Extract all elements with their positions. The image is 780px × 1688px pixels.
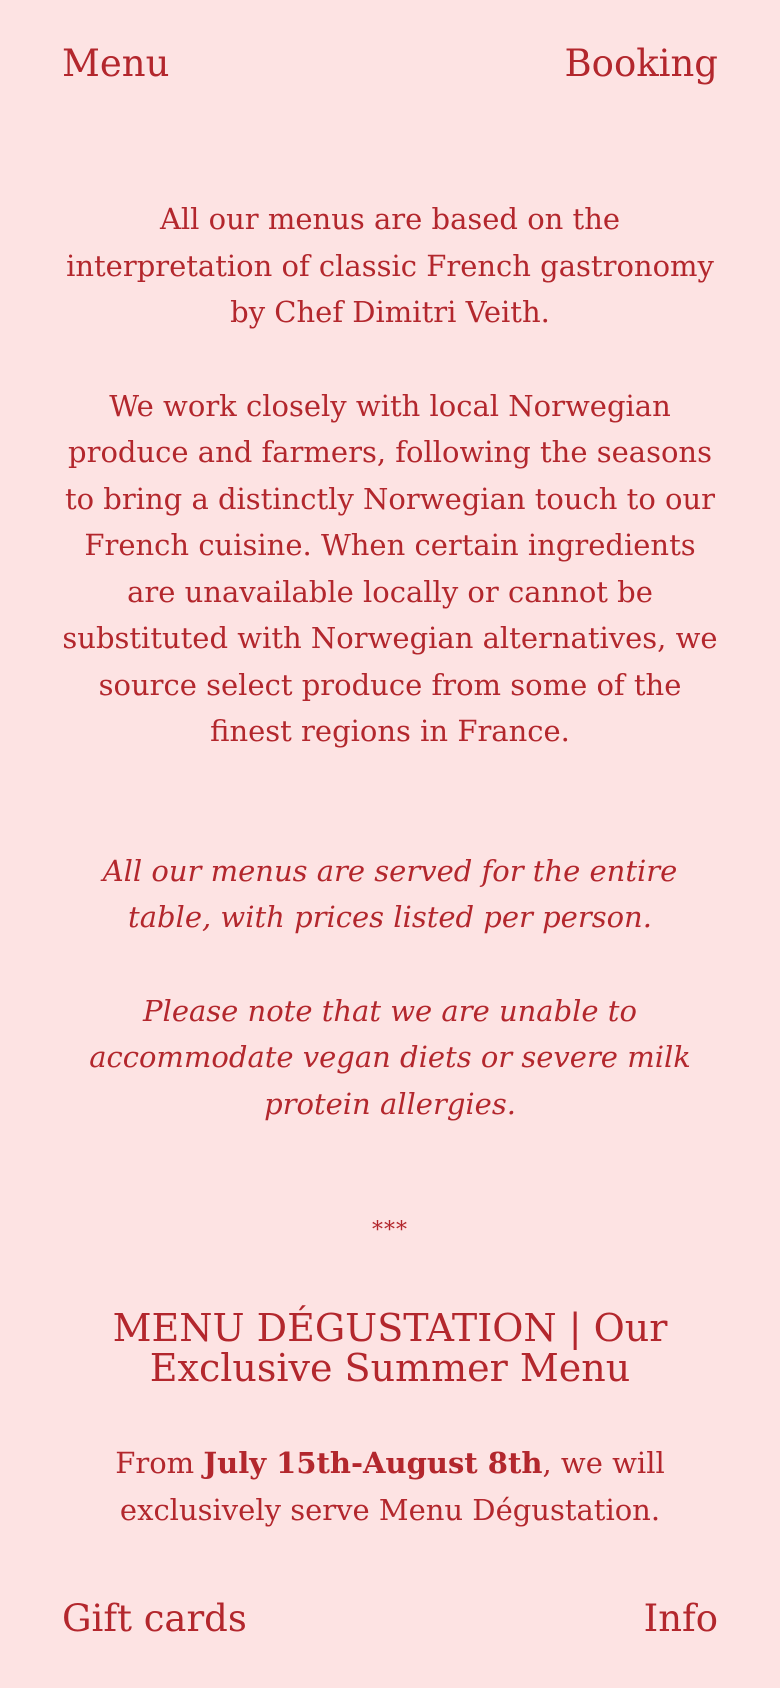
summer-menu-announcement — [60, 1440, 720, 1533]
intro-section — [60, 196, 720, 755]
section-divider: *** — [372, 1218, 408, 1243]
nav-info-link[interactable]: Info — [643, 1597, 718, 1640]
nav-booking-link[interactable]: Booking — [564, 42, 718, 85]
menu-info-content — [60, 196, 720, 1533]
serving-note: All our menus are served for the entire table, with prices listed per person. — [102, 853, 678, 934]
summer-menu-title: MENU DÉGUSTATION | Our Exclusive Summer Menu — [112, 1306, 668, 1390]
nav-menu-link[interactable]: Menu — [62, 42, 170, 85]
announce-suffix: , we will exclusively serve Menu Dégustation. — [119, 1446, 665, 1527]
notes-section — [60, 848, 720, 1128]
nav-gift-cards-link[interactable]: Gift cards — [62, 1597, 247, 1640]
announce-dates: July 15th-August 8th — [203, 1446, 543, 1480]
intro-paragraph-gastronomy: All our menus are based on the interpretation of classic French gastronomy by Chef Dimitri Veith. — [66, 202, 714, 329]
announce-prefix: From — [115, 1446, 204, 1480]
dietary-note: Please note that we are unable to accommodate vegan diets or severe milk protein allergies. — [89, 993, 691, 1121]
intro-paragraph-produce: We work closely with local Norwegian produce and farmers, following the seasons to bring a distinctly Norwegian touch to our French cuisine. When certain ingredients are unavailable locally or cannot be substituted with Norwegian alternatives, we source select produce from some of the finest regions in France. — [62, 388, 718, 748]
